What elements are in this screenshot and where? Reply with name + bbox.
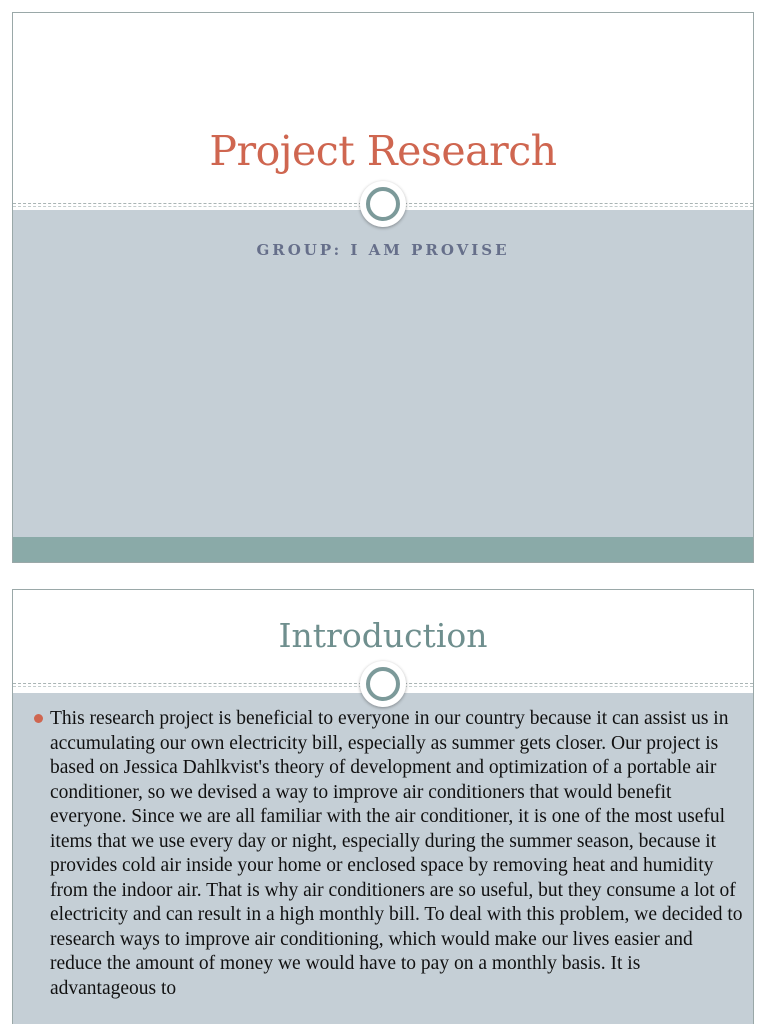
bullet-dot-icon xyxy=(34,714,43,723)
slide-subtitle: GROUP: I AM PROVISE xyxy=(256,241,510,259)
body-zone xyxy=(13,210,753,537)
ring-icon xyxy=(360,661,406,707)
ring-icon xyxy=(360,181,406,227)
title-slide xyxy=(12,12,754,563)
slide-title: Project Research xyxy=(209,127,557,175)
bullet-text: This research project is beneficial to everyone in our country because it can assist us in accumulating our own electricity bill, especially as summer gets closer. Our project is based on Jessica Dahlkvist's theory of development and optimization of a portable air conditioner, so we devised a way to improve air conditioners that would benefit everyone. Since we are all familiar with the air conditioner, it is one of the most useful items that we use every day or night, especially during the summer season, because it provides cold air inside your home or enclosed space by removing heat and humidity from the indoor air. That is why air conditioners are so useful, but they consume a lot of electricity and can result in a high monthly bill. To deal with this problem, we decided to research ways to improve air conditioning, which would make our lives easier and reduce the amount of money we would have to pay on a monthly basis. It is advantageous to xyxy=(50,708,743,999)
slide-title: Introduction xyxy=(278,616,488,655)
introduction-slide xyxy=(12,589,754,1024)
footer-band xyxy=(13,537,753,563)
